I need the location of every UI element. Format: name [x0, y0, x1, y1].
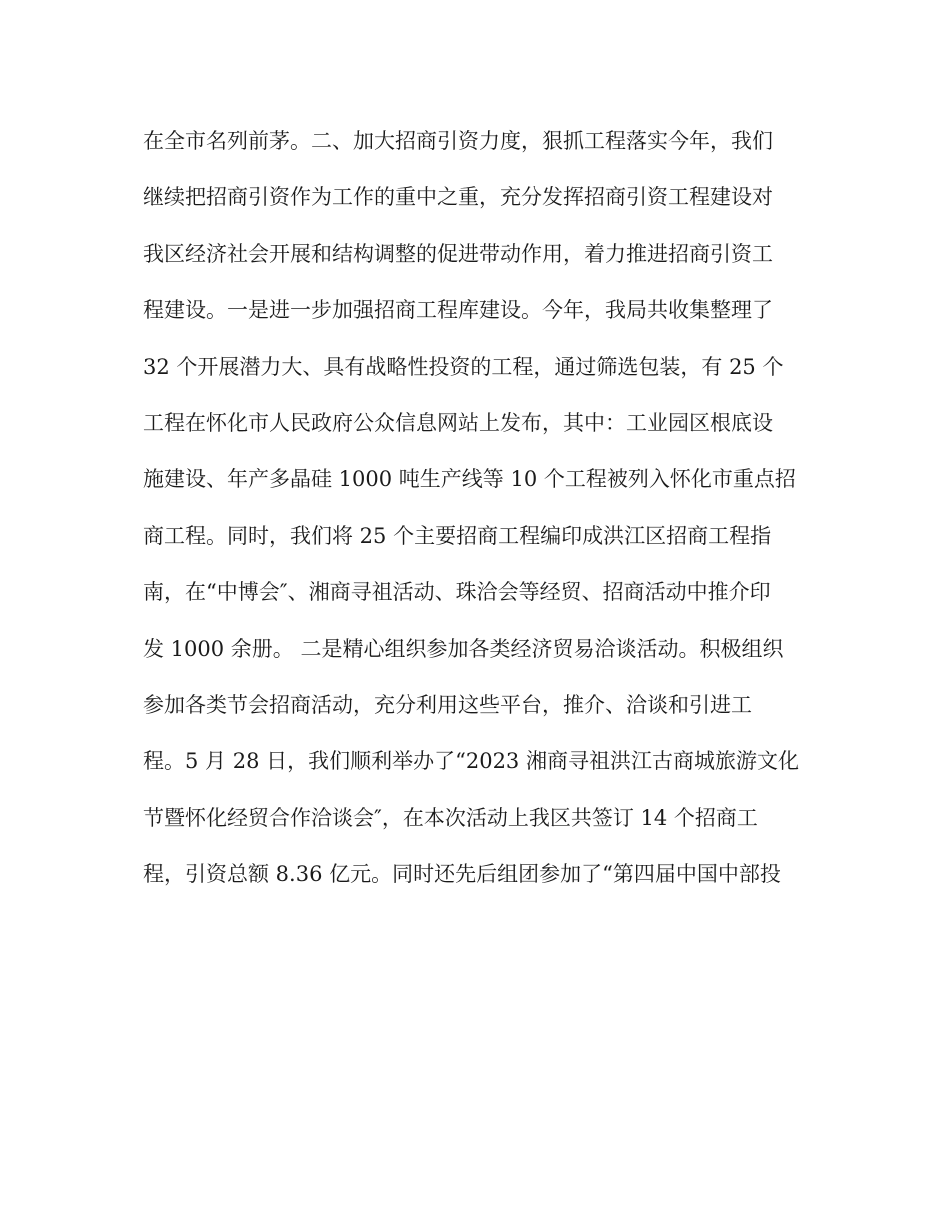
text-line: 在全市名列前茅。二、加大招商引资力度，狠抓工程落实今年，我们: [143, 129, 773, 153]
body-text: [143, 121, 823, 910]
text-line: 南，在“中博会″、湘商寻祖活动、珠洽会等经贸、招商活动中推介印: [143, 580, 771, 605]
text-line: 参加各类节会招商活动，充分利用这些平台，推介、洽谈和引进工: [143, 692, 752, 717]
text-line: 施建设、年产多晶硅 1000 吨生产线等 10 个工程被列入怀化市重点招: [143, 467, 796, 492]
text-line: 程，引资总额 8.36 亿元。同时还先后组团参加了“第四届中国中部投: [143, 862, 781, 887]
text-line: 节暨怀化经贸合作洽谈会″，在本次活动上我区共签订 14 个招商工: [143, 805, 758, 830]
text-line: 继续把招商引资作为工作的重中之重，充分发挥招商引资工程建设对: [143, 185, 773, 210]
text-line: 程。5 月 28 日，我们顺利举办了“2023 湘商寻祖洪江古商城旅游文化: [143, 749, 799, 774]
text-line: 程建设。一是进一步加强招商工程库建设。今年，我局共收集整理了: [143, 298, 773, 323]
text-line: 工程在怀化市人民政府公众信息网站上发布，其中：工业园区根底设: [143, 410, 773, 435]
text-line: 32 个开展潜力大、具有战略性投资的工程，通过筛选包装，有 25 个: [143, 354, 784, 379]
text-line: 我区经济社会开展和结构调整的促进带动作用，着力推进招商引资工: [143, 241, 773, 266]
text-line: 商工程。同时，我们将 25 个主要招商工程编印成洪江区招商工程指: [143, 523, 772, 548]
text-line: 发 1000 余册。 二是精心组织参加各类经济贸易洽谈活动。积极组织: [143, 636, 784, 661]
